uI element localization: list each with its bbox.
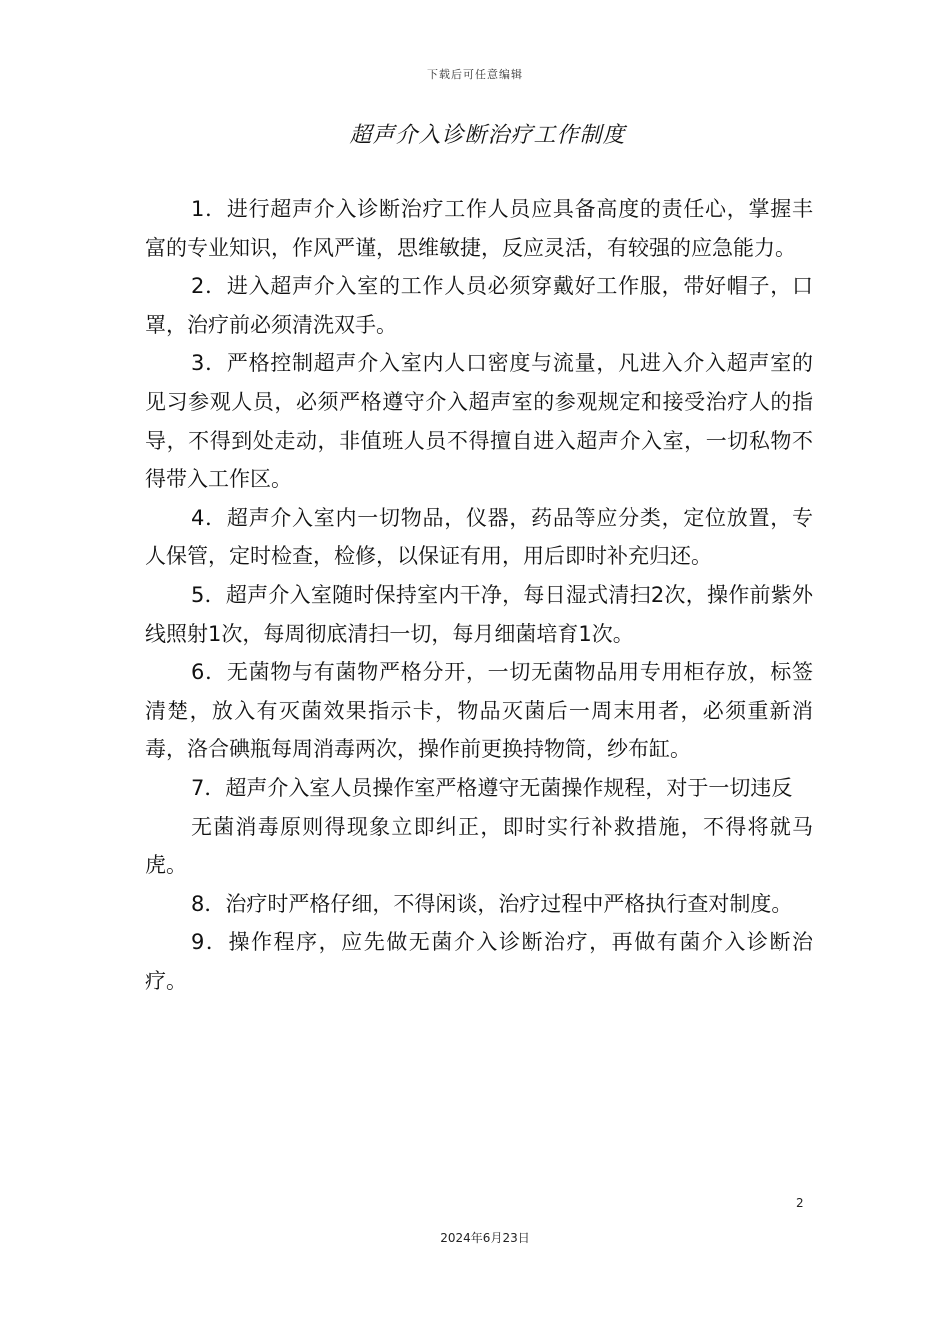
paragraph-6: 6．无菌物与有菌物严格分开，一切无菌物品用专用柜存放，标签清楚，放入有灭菌效果指示卡，物品灭菌后一周末用者，必须重新消毒，洛合碘瓶每周消毒两次，操作前更换持物筒，纱布缸。 (145, 660, 813, 762)
paragraph-4: 4．超声介入室内一切物品，仪器，药品等应分类，定位放置，专人保管，定时检查，检修，以保证有用，用后即时补充归还。 (145, 505, 813, 569)
paragraph-1: 1．进行超声介入诊断治疗工作人员应具备高度的责任心，掌握丰富的专业知识，作风严谨，思维敏捷，反应灵活，有较强的应急能力。 (145, 197, 813, 260)
paragraph-8: 8．治疗时严格仔细，不得闲谈，治疗过程中严格执行查对制度。 (191, 891, 793, 916)
document-title: 超声介入诊断治疗工作制度 (349, 123, 626, 148)
paragraph-3: 3．严格控制超声介入室内人口密度与流量，凡进入介入超声室的见习参观人员，必须严格遵守介入超声室的参观规定和接受治疗人的指导，不得到处走动，非值班人员不得擅自进入超声介入室，一切私物不得带入工作区。 (145, 351, 813, 492)
paragraph-7-continued: 无菌消毒原则得现象立即纠正，即时实行补救措施，不得将就马虎。 (145, 814, 813, 878)
paragraph-2: 2．进入超声介入室的工作人员必须穿戴好工作服，带好帽子，口罩，治疗前必须清洗双手。 (145, 274, 813, 337)
document-body (145, 190, 813, 1000)
header-note: 下载后可任意编辑 (427, 68, 523, 81)
footer-date: 2024年6月23日 (440, 1231, 530, 1245)
paragraph-7: 7．超声介入室人员操作室严格遵守无菌操作规程，对于一切违反 (191, 775, 793, 800)
page-number: 2 (796, 1196, 804, 1210)
paragraph-5: 5．超声介入室随时保持室内干净，每日湿式清扫2次，操作前紫外线照射1次，每周彻底清扫一切，每月细菌培育1次。 (145, 582, 813, 646)
paragraph-9: 9．操作程序，应先做无菌介入诊断治疗，再做有菌介入诊断治疗。 (145, 930, 813, 993)
